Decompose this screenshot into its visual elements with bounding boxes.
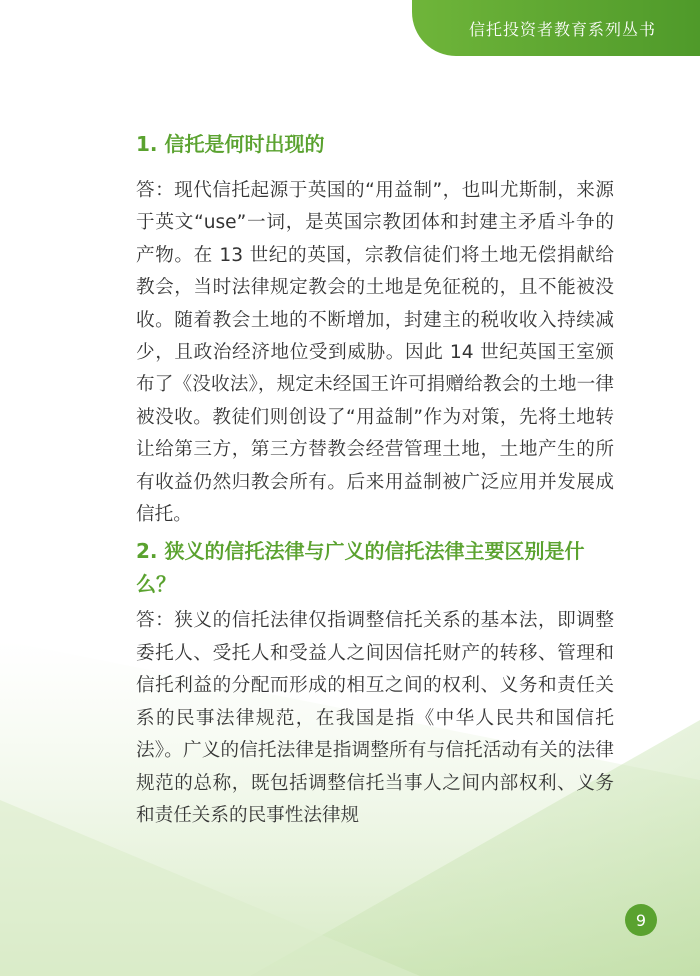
section-heading-2: 2. 狭义的信托法律与广义的信托法律主要区别是什么？ <box>136 539 585 597</box>
section-heading-1: 1. 信托是何时出现的 <box>136 132 325 156</box>
page-content <box>136 128 614 832</box>
series-title: 信托投资者教育系列丛书 <box>468 19 656 39</box>
section-body-2: 答：狭义的信托法律仅指调整信托关系的基本法，即调整委托人、受托人和受益人之间因信托财产的转移、管理和信托利益的分配而形成的相互之间的权利、义务和责任关系的民事法律规范，在我国是指《中华人民共和国信托法》。广义的信托法律是指调整所有与信托活动有关的法律规范的总称，既包括调整信托当事人之间内部权利、义务和责任关系的民事性法律规 <box>136 610 614 826</box>
section-body-1: 答：现代信托起源于英国的“用益制”，也叫尤斯制，来源于英文“use”一词，是英国宗教团体和封建主矛盾斗争的产物。在 13 世纪的英国，宗教信徒们将土地无偿捐献给教会，当时法律规定教会的土地是免征税的，且不能被没收。随着教会土地的不断增加，封建主的税收收入持续减少，且政治经济地位受到威胁。因此 14 世纪英国王室颁布了《没收法》，规定未经国王许可捐赠给教会的土地一律被没收。教徒们则创设了“用益制”作为对策，先将土地转让给第三方，第三方替教会经营管理土地，土地产生的所有收益仍然归教会所有。后来用益制被广泛应用并发展成信托。 <box>136 180 614 526</box>
series-header-tab <box>412 0 700 56</box>
page-number-badge: 9 <box>625 904 657 936</box>
